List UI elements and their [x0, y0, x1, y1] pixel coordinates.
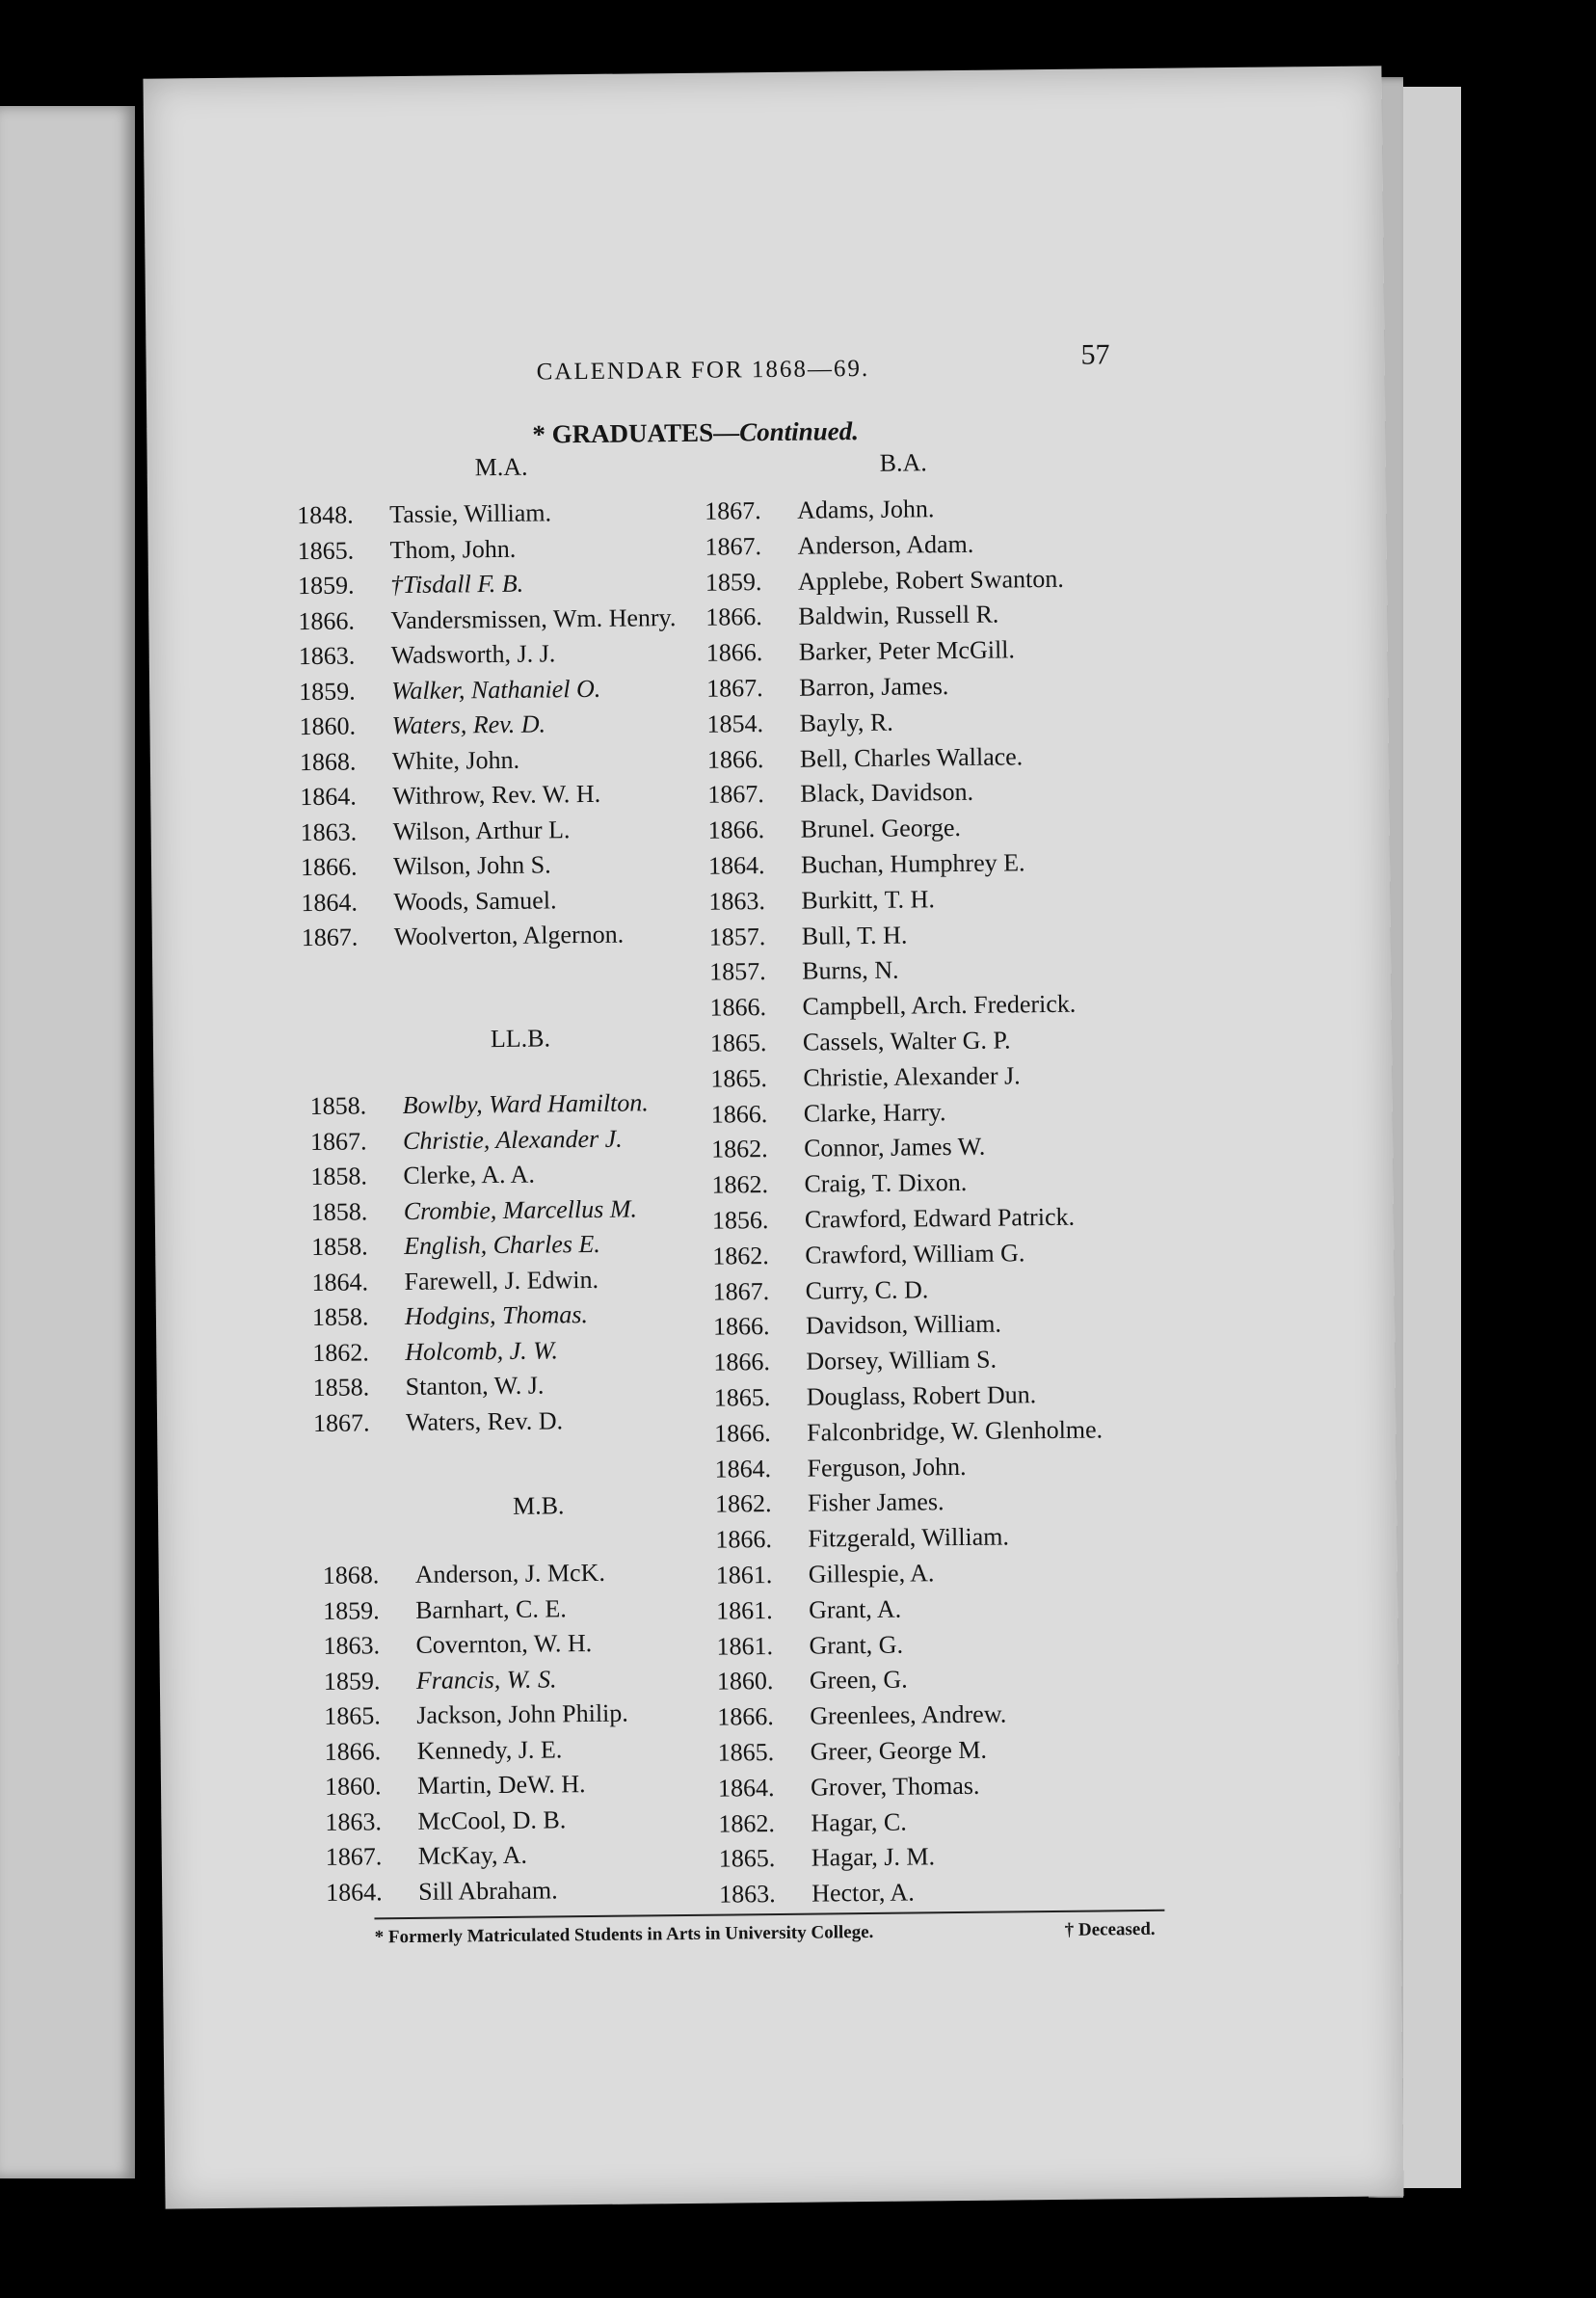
- ma-entry-name: Tassie, William.: [389, 498, 552, 529]
- page-edges: [1403, 87, 1461, 2188]
- ba-entry-year: 1865.: [709, 1029, 767, 1057]
- ba-entry: [705, 564, 1064, 597]
- ba-entry-year: 1860.: [716, 1667, 774, 1697]
- ma-entry-name: †Tisdall F. B.: [389, 569, 524, 600]
- mb-entry-name: Anderson, J. McK.: [414, 1558, 606, 1589]
- ma-entry: [299, 674, 600, 706]
- ba-entry: [718, 1772, 980, 1804]
- ba-entry: [708, 814, 962, 845]
- mb-entry-year: 1859.: [323, 1666, 381, 1696]
- ba-entry: [708, 885, 935, 916]
- mb-entry-year: 1863.: [323, 1631, 381, 1660]
- ba-entry: [713, 1275, 929, 1306]
- mb-entry-year: 1865.: [324, 1701, 381, 1730]
- mb-entry: [326, 1876, 558, 1908]
- footnote-rule: [374, 1910, 1164, 1920]
- mb-entry: [326, 1841, 527, 1872]
- mb-entry-year: 1864.: [326, 1877, 383, 1907]
- ba-entry: [710, 1026, 1011, 1057]
- adjacent-page: [0, 106, 135, 2178]
- book-page: [143, 66, 1403, 2208]
- ba-entry: [707, 742, 1024, 774]
- ma-entry-name: Wadsworth, J. J.: [390, 639, 556, 670]
- ba-entry: [707, 778, 973, 810]
- ba-entry-year: 1867.: [712, 1276, 770, 1306]
- ba-entry-year: 1865.: [718, 1844, 776, 1874]
- mb-entry-name: Covernton, W. H.: [415, 1629, 593, 1659]
- llb-entry-year: 1858.: [312, 1373, 370, 1403]
- mb-entry-name: Barnhart, C. E.: [414, 1593, 567, 1624]
- ma-entry-year: 1863.: [298, 641, 356, 671]
- ba-entry: [709, 921, 908, 951]
- ma-entry-year: 1866.: [300, 852, 358, 882]
- ba-entry-name: Baldwin, Russell R.: [798, 600, 999, 631]
- ba-entry-year: 1864.: [707, 851, 765, 880]
- section-title-suffix: Continued.: [738, 416, 860, 447]
- llb-entry-year: 1858.: [310, 1196, 368, 1226]
- section-title-prefix: * GRADUATES—: [532, 417, 740, 449]
- ba-entry-name: Brunel. George.: [800, 814, 962, 843]
- ba-entry-name: Hector, A.: [811, 1878, 915, 1908]
- ma-entry: [298, 603, 676, 636]
- ma-entry-year: 1865.: [297, 536, 355, 565]
- ba-entry-name: Grant, A.: [808, 1594, 902, 1624]
- ma-entry-name: Woods, Samuel.: [393, 885, 557, 916]
- ba-entry-name: Fisher James.: [807, 1487, 944, 1518]
- ba-entry: [719, 1843, 936, 1874]
- ba-entry: [714, 1453, 966, 1484]
- mb-entry: [324, 1665, 557, 1697]
- ba-entry-year: 1865.: [710, 1063, 768, 1093]
- ba-entry-name: Ferguson, John.: [807, 1452, 967, 1483]
- ba-entry-year: 1866.: [712, 1312, 770, 1342]
- llb-entry-name: Clerke, A. A.: [403, 1160, 536, 1190]
- ma-entry-name: Woolverton, Algernon.: [393, 920, 625, 951]
- mb-entry-name: Kennedy, J. E.: [416, 1734, 563, 1765]
- mb-entry: [325, 1770, 586, 1802]
- ba-entry-name: Crawford, William G.: [805, 1239, 1025, 1269]
- ba-entry-year: 1867.: [705, 531, 762, 561]
- ba-entry: [715, 1523, 1009, 1555]
- llb-entry-name: Christie, Alexander J.: [402, 1124, 623, 1155]
- ba-entry: [712, 1239, 1024, 1270]
- ba-entry: [718, 1807, 907, 1838]
- llb-entry-name: Holcomb, J. W.: [405, 1335, 559, 1366]
- llb-entry-name: English, Charles E.: [404, 1229, 600, 1261]
- ba-entry-year: 1862.: [711, 1170, 769, 1199]
- ba-entry-year: 1861.: [715, 1561, 773, 1590]
- llb-entry: [310, 1124, 623, 1156]
- ba-entry-name: Bayly, R.: [799, 708, 893, 737]
- ma-entry-year: 1848.: [297, 500, 354, 530]
- ba-entry-name: Fitzgerald, William.: [808, 1522, 1010, 1553]
- ba-entry-name: Bell, Charles Wallace.: [799, 741, 1024, 773]
- mb-entry-name: Francis, W. S.: [415, 1664, 557, 1695]
- ba-entry-name: Green, G.: [809, 1665, 908, 1696]
- llb-heading: LL.B.: [490, 1024, 551, 1054]
- ba-entry-name: Cassels, Walter G. P.: [802, 1026, 1011, 1056]
- ba-entry: [717, 1666, 908, 1697]
- ba-entry: [713, 1310, 1001, 1342]
- mb-entry-name: Jackson, John Philip.: [416, 1698, 628, 1729]
- llb-entry: [312, 1336, 558, 1368]
- ba-entry: [705, 530, 973, 562]
- mb-entry-name: McKay, A.: [417, 1840, 528, 1870]
- ba-entry: [706, 708, 893, 738]
- ma-entry-name: Wilson, John S.: [392, 850, 551, 881]
- ma-entry-name: Walker, Nathaniel O.: [390, 674, 601, 705]
- llb-entry-year: 1867.: [309, 1126, 367, 1156]
- ba-entry-year: 1864.: [717, 1773, 775, 1803]
- ba-entry-name: Gillespie, A.: [808, 1559, 935, 1589]
- ba-entry-name: Campbell, Arch. Frederick.: [802, 989, 1077, 1021]
- mb-entry: [324, 1735, 562, 1767]
- section-title: [532, 416, 859, 450]
- ba-entry: [709, 990, 1076, 1023]
- ba-entry: [709, 956, 899, 987]
- ma-entry-year: 1868.: [299, 747, 357, 776]
- ma-entry-name: White, John.: [391, 745, 520, 775]
- mb-entry-year: 1867.: [325, 1842, 383, 1871]
- ba-entry-year: 1866.: [713, 1348, 771, 1376]
- ba-entry: [716, 1559, 935, 1590]
- llb-entry-name: Farewell, J. Edwin.: [404, 1265, 599, 1296]
- ma-entry: [299, 709, 545, 741]
- mb-entry-name: McCool, D. B.: [417, 1804, 567, 1835]
- llb-entry: [313, 1372, 545, 1403]
- ma-entry-year: 1864.: [301, 888, 359, 917]
- ba-entry-name: Curry, C. D.: [805, 1274, 929, 1305]
- llb-entry-name: Hodgins, Thomas.: [404, 1300, 589, 1331]
- ba-entry-year: 1866.: [710, 1099, 768, 1129]
- footnote: [374, 1918, 1165, 1948]
- ba-heading: B.A.: [879, 448, 927, 477]
- ba-entry-name: Hagar, J. M.: [811, 1842, 936, 1873]
- ba-entry: [711, 1098, 946, 1130]
- ba-entry-year: 1863.: [708, 886, 766, 916]
- ba-entry-year: 1867.: [705, 496, 761, 525]
- ba-entry-name: Anderson, Adam.: [797, 529, 974, 560]
- mb-entry: [324, 1699, 628, 1731]
- llb-entry: [311, 1194, 637, 1227]
- ba-entry-year: 1862.: [718, 1808, 776, 1838]
- mb-entry-name: Martin, DeW. H.: [416, 1770, 586, 1800]
- llb-entry-name: Crombie, Marcellus M.: [403, 1193, 638, 1225]
- ba-entry-year: 1862.: [710, 1135, 768, 1164]
- ma-entry: [299, 639, 556, 671]
- ba-entry-year: 1862.: [712, 1241, 769, 1270]
- llb-entry-year: 1858.: [311, 1302, 369, 1332]
- ba-entry: [719, 1879, 915, 1910]
- ba-entry: [714, 1415, 1103, 1448]
- ba-entry-name: Grant, G.: [809, 1630, 904, 1660]
- ba-entry-name: Connor, James W.: [803, 1133, 986, 1163]
- llb-entry-year: 1858.: [310, 1162, 368, 1191]
- ba-entry-year: 1866.: [705, 602, 762, 632]
- ba-entry-year: 1864.: [714, 1454, 772, 1483]
- ba-entry-year: 1866.: [707, 815, 765, 844]
- llb-entry: [312, 1300, 588, 1332]
- ba-entry-year: 1857.: [709, 957, 766, 987]
- ba-entry-year: 1867.: [705, 674, 763, 703]
- ba-entry-name: Buchan, Humphrey E.: [800, 848, 1025, 879]
- ma-entry-name: Wilson, Arthur L.: [392, 815, 571, 845]
- ba-entry: [716, 1594, 901, 1625]
- ba-entry-name: Barker, Peter McGill.: [798, 635, 1016, 666]
- ba-entry-year: 1866.: [709, 993, 767, 1022]
- ma-entry-year: 1859.: [298, 677, 356, 706]
- mb-entry: [323, 1559, 605, 1590]
- ba-entry-year: 1857.: [708, 922, 766, 951]
- ba-entry: [713, 1346, 997, 1377]
- llb-entry-name: Bowlby, Ward Hamilton.: [402, 1088, 649, 1120]
- ba-entry: [705, 601, 998, 632]
- ba-entry-year: 1866.: [715, 1525, 773, 1554]
- ba-entry-year: 1861.: [716, 1631, 774, 1661]
- ba-entry-name: Crawford, Edward Patrick.: [804, 1202, 1076, 1234]
- ma-heading: M.A.: [474, 452, 528, 482]
- ma-entry-year: 1859.: [297, 571, 355, 601]
- ba-entry: [718, 1736, 988, 1768]
- llb-entry: [313, 1406, 563, 1438]
- ba-entry: [705, 494, 935, 525]
- llb-entry-year: 1858.: [311, 1232, 368, 1262]
- mb-entry: [325, 1805, 566, 1837]
- ba-entry-name: Burkitt, T. H.: [801, 885, 936, 915]
- mb-entry: [323, 1629, 592, 1661]
- mb-entry-year: 1860.: [324, 1772, 382, 1801]
- ma-entry-year: 1863.: [300, 817, 358, 846]
- ba-entry-name: Barron, James.: [798, 672, 949, 702]
- ba-entry-name: Dorsey, William S.: [806, 1345, 998, 1376]
- ba-entry-year: 1866.: [717, 1702, 774, 1731]
- ma-entry: [301, 886, 556, 918]
- ma-entry: [301, 815, 571, 847]
- ba-entry: [717, 1700, 1006, 1732]
- ma-entry-year: 1866.: [298, 606, 356, 635]
- ma-entry: [300, 745, 519, 776]
- mb-entry-year: 1868.: [322, 1561, 380, 1590]
- ma-entry: [297, 534, 516, 565]
- ba-entry-name: Greer, George M.: [810, 1735, 988, 1766]
- ba-entry: [711, 1168, 967, 1200]
- mb-entry-year: 1863.: [325, 1806, 383, 1836]
- mb-entry-year: 1859.: [322, 1595, 380, 1625]
- mb-entry-year: 1866.: [324, 1736, 382, 1766]
- mb-entry: [323, 1594, 567, 1626]
- ba-entry-name: Adams, John.: [797, 494, 935, 524]
- llb-entry-name: Stanton, W. J.: [405, 1371, 545, 1402]
- mb-entry-name: Sill Abraham.: [418, 1875, 558, 1906]
- ba-entry-name: Grover, Thomas.: [810, 1771, 980, 1802]
- ba-entry: [714, 1380, 1037, 1412]
- ba-entry: [706, 672, 949, 704]
- llb-entry-year: 1867.: [312, 1407, 370, 1437]
- ba-entry-name: Hagar, C.: [811, 1807, 907, 1837]
- ma-entry-name: Vandersmissen, Wm. Henry.: [390, 602, 677, 634]
- ba-entry-year: 1861.: [715, 1595, 773, 1625]
- ba-entry: [708, 848, 1025, 880]
- ba-entry-name: Douglass, Robert Dun.: [806, 1380, 1037, 1411]
- ba-entry: [712, 1203, 1075, 1236]
- running-header: CALENDAR FOR 1868—69.: [536, 355, 870, 386]
- llb-entry-year: 1864.: [311, 1267, 369, 1296]
- footnote-deceased: † Deceased.: [1064, 1918, 1156, 1940]
- ba-entry-year: 1866.: [714, 1418, 771, 1448]
- ma-entry-year: 1867.: [301, 922, 359, 952]
- ba-entry-name: Davidson, William.: [805, 1309, 1002, 1341]
- ba-entry-year: 1866.: [706, 744, 764, 774]
- llb-entry: [311, 1230, 600, 1262]
- ma-entry-year: 1860.: [299, 711, 357, 741]
- ma-entry: [297, 498, 551, 530]
- ma-entry: [302, 921, 625, 952]
- ba-entry-name: Black, Davidson.: [800, 778, 974, 809]
- ba-entry-name: Bull, T. H.: [801, 921, 908, 950]
- ba-entry-year: 1865.: [717, 1738, 775, 1767]
- ma-entry-year: 1864.: [300, 782, 357, 812]
- ba-entry: [716, 1630, 903, 1661]
- ba-entry-year: 1856.: [711, 1206, 769, 1235]
- ba-entry: [706, 636, 1016, 668]
- ba-entry-name: Craig, T. Dixon.: [804, 1168, 968, 1198]
- llb-entry: [311, 1265, 598, 1296]
- mb-heading: M.B.: [512, 1491, 565, 1520]
- llb-entry-year: 1862.: [312, 1337, 369, 1367]
- ba-entry-name: Applebe, Robert Swanton.: [797, 564, 1064, 596]
- llb-entry: [309, 1088, 648, 1121]
- page-number: 57: [1080, 338, 1110, 371]
- ma-entry: [301, 850, 551, 882]
- footnote-matriculated: * Formerly Matriculated Students in Arts in University College.: [374, 1921, 874, 1948]
- ba-entry-year: 1854.: [706, 708, 764, 738]
- llb-entry: [310, 1161, 535, 1191]
- ma-entry: [298, 570, 524, 601]
- ba-entry-year: 1865.: [713, 1383, 771, 1412]
- ma-entry: [300, 780, 600, 812]
- ba-entry: [710, 1061, 1021, 1093]
- ma-entry-name: Thom, John.: [389, 534, 517, 564]
- llb-entry-name: Waters, Rev. D.: [405, 1405, 564, 1436]
- ba-entry-year: 1862.: [714, 1489, 772, 1519]
- ba-entry-name: Christie, Alexander J.: [803, 1061, 1021, 1092]
- ba-entry-year: 1867.: [707, 780, 764, 810]
- ba-entry-name: Greenlees, Andrew.: [810, 1699, 1007, 1730]
- ba-entry-name: Clarke, Harry.: [803, 1097, 946, 1128]
- ba-entry-year: 1866.: [705, 638, 763, 667]
- ba-entry-year: 1863.: [719, 1880, 776, 1909]
- ba-entry-year: 1859.: [705, 567, 762, 597]
- llb-entry-year: 1858.: [309, 1091, 367, 1121]
- ma-entry-name: Withrow, Rev. W. H.: [392, 779, 601, 811]
- ba-entry: [711, 1133, 985, 1164]
- ma-entry-name: Waters, Rev. D.: [391, 709, 546, 740]
- ba-entry-name: Falconbridge, W. Glenholme.: [807, 1415, 1104, 1447]
- ba-entry: [715, 1488, 944, 1519]
- ba-entry-name: Burns, N.: [802, 956, 899, 986]
